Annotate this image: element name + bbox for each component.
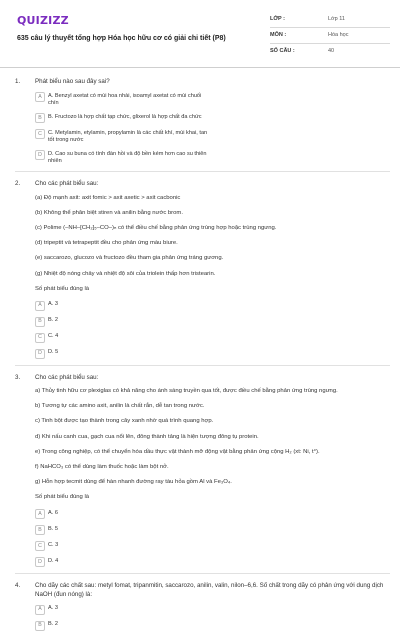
question-prompt: Số phát biểu đúng là (35, 285, 90, 292)
question-divider (15, 365, 390, 366)
document-meta (270, 12, 390, 60)
question-number: 2. (15, 180, 21, 188)
question-body (35, 374, 390, 567)
answer-text: B. 2 (48, 621, 58, 628)
answer-text: D. 4 (48, 557, 59, 564)
answer-letter-box: D (35, 557, 45, 567)
answer-grid (35, 92, 390, 165)
answer-letter-box: A (35, 301, 45, 311)
statement: (e) saccarozo, glucozo và fructozo đều tham gia phản ứng tráng gương. (35, 255, 224, 262)
statement: (c) Polime (–NH–[CH₂]₅–CO–)ₙ có thể điều chế bằng phản ứng trùng hợp hoặc trùng ngưng. (35, 225, 277, 232)
question-number: 4. (15, 582, 21, 590)
meta-row-subject (270, 28, 390, 44)
question-list (15, 78, 390, 631)
answer-option-b[interactable] (35, 113, 208, 123)
answer-option-d[interactable] (35, 150, 208, 165)
question-number: 3. (15, 373, 21, 381)
answer-option-b[interactable] (35, 317, 208, 327)
answer-option-a[interactable] (35, 92, 208, 107)
statement: a) Thủy tinh hữu cơ plexiglas có khả năng cho ánh sáng truyền qua tốt, được điều chế bằng phản ứng trùng ngưng. (35, 388, 338, 395)
answer-text: B. 2 (48, 317, 58, 324)
answer-text: A. 3 (48, 301, 58, 308)
meta-value: Lớp 11 (328, 15, 345, 22)
answer-text: A. Benzyl axetat có mùi hoa nhài, isoamyl axetat có mùi chuối chín (48, 92, 202, 107)
answer-letter-box: B (35, 525, 45, 535)
quizizz-logo: QUIZIZZ (17, 14, 69, 27)
answer-letter-box: C (35, 129, 45, 139)
document-header (0, 0, 400, 68)
answer-option-b[interactable] (35, 621, 208, 631)
answer-text: B. Fructozo là hợp chất tạp chức, glixerol là hợp chất đa chức (48, 113, 202, 120)
statement: (g) Nhiệt độ nóng chảy và nhiệt độ sôi của triolein thấp hơn tristearin. (35, 270, 216, 277)
statement: (a) Độ mạnh axit: axit fomic > axit axetic > axit cacbonic (35, 194, 181, 201)
answer-text: D. 5 (48, 349, 59, 356)
answer-letter-box: B (35, 317, 45, 327)
question-text: Cho dãy các chất sau: metyl fomat, tripanmitin, saccarozo, anilin, valin, nilon–6,6. Số chất trong dãy có phản ứng với dung dịch NaOH (đun nóng) là: (35, 582, 384, 598)
question-body (35, 582, 390, 631)
answer-letter-box: A (35, 92, 45, 102)
meta-value: 40 (328, 48, 335, 55)
answer-text: C. 3 (48, 541, 59, 548)
question-4 (15, 582, 390, 631)
question-text: Phát biểu nào sau đây sai? (35, 78, 110, 85)
question-number: 1. (15, 78, 21, 85)
answer-grid (35, 509, 390, 567)
question-body (35, 78, 390, 165)
question-text: Cho các phát biểu sau: (35, 180, 99, 188)
answer-option-b[interactable] (35, 525, 208, 535)
answer-option-c[interactable] (35, 333, 208, 343)
statement: c) Tinh bột được tạo thành trong cây xanh nhờ quá trình quang hợp. (35, 418, 214, 425)
answer-letter-box: B (35, 113, 45, 123)
answer-text: A. 6 (48, 509, 58, 516)
statement: d) Khi nấu canh cua, gạch cua nổi lên, đông thành tảng là hiện tượng đông tụ protein. (35, 433, 259, 440)
answer-option-a[interactable] (35, 509, 208, 519)
question-divider (15, 573, 390, 574)
answer-option-d[interactable] (35, 557, 208, 567)
answer-letter-box: C (35, 541, 45, 551)
meta-label: LỚP : (270, 15, 285, 22)
answer-letter-box: D (35, 349, 45, 359)
statement: (d) tripeptit và tetrapeptit đều cho phản ứng màu biure. (35, 240, 178, 247)
statement: (b) Không thể phân biệt stiren và anilin bằng nước brom. (35, 209, 183, 216)
question-2 (15, 180, 390, 358)
meta-row-grade (270, 12, 390, 28)
question-prompt: Số phát biểu đúng là (35, 494, 90, 501)
answer-option-a[interactable] (35, 605, 208, 615)
answer-letter-box: C (35, 333, 45, 343)
answer-letter-box: A (35, 509, 45, 519)
answer-text: D. Cao su buna có tính đàn hồi và độ bền kém hơn cao su thiên nhiên (48, 150, 207, 165)
answer-option-c[interactable] (35, 129, 208, 144)
question-text: Cho các phát biểu sau: (35, 373, 99, 381)
answer-text: B. 5 (48, 525, 58, 532)
answer-text: C. Metylamin, etylamin, propylamin là các chất khí, mùi khai, tan tốt trong nước (48, 129, 208, 144)
answer-text: A. 3 (48, 605, 58, 612)
answer-grid (35, 301, 390, 359)
answer-grid (35, 605, 390, 631)
question-1 (15, 78, 390, 165)
meta-value: Hóa học (328, 31, 349, 38)
document-title: 635 câu lý thuyết tổng hợp Hóa học hữu cơ có giải chi tiết (P8) (17, 35, 226, 42)
statement: b) Tương tự các amino axit, anilin là chất rắn, dễ tan trong nước. (35, 403, 205, 410)
question-3 (15, 374, 390, 567)
meta-row-count (270, 44, 390, 60)
answer-option-c[interactable] (35, 541, 208, 551)
answer-letter-box: A (35, 605, 45, 615)
answer-letter-box: D (35, 150, 45, 160)
question-divider (15, 171, 390, 172)
question-body (35, 180, 390, 358)
answer-option-a[interactable] (35, 301, 208, 311)
statement: e) Trong công nghiệp, có thể chuyển hóa dầu thực vật thành mỡ động vật bằng phản ứng cộng H₂ (xt: Ni, t°). (35, 448, 320, 455)
answer-text: C. 4 (48, 333, 59, 340)
meta-label: MÔN : (270, 31, 287, 38)
statement: g) Hỗn hợp tecmit dùng để hàn nhanh đường ray tàu hỏa gồm Al và Fe₃O₄. (35, 479, 232, 486)
answer-option-d[interactable] (35, 349, 208, 359)
meta-label: SỐ CÂU : (270, 48, 295, 55)
answer-letter-box: B (35, 621, 45, 631)
statement: f) NaHCO₃ có thể dùng làm thuốc hoặc làm bột nở. (35, 463, 169, 470)
